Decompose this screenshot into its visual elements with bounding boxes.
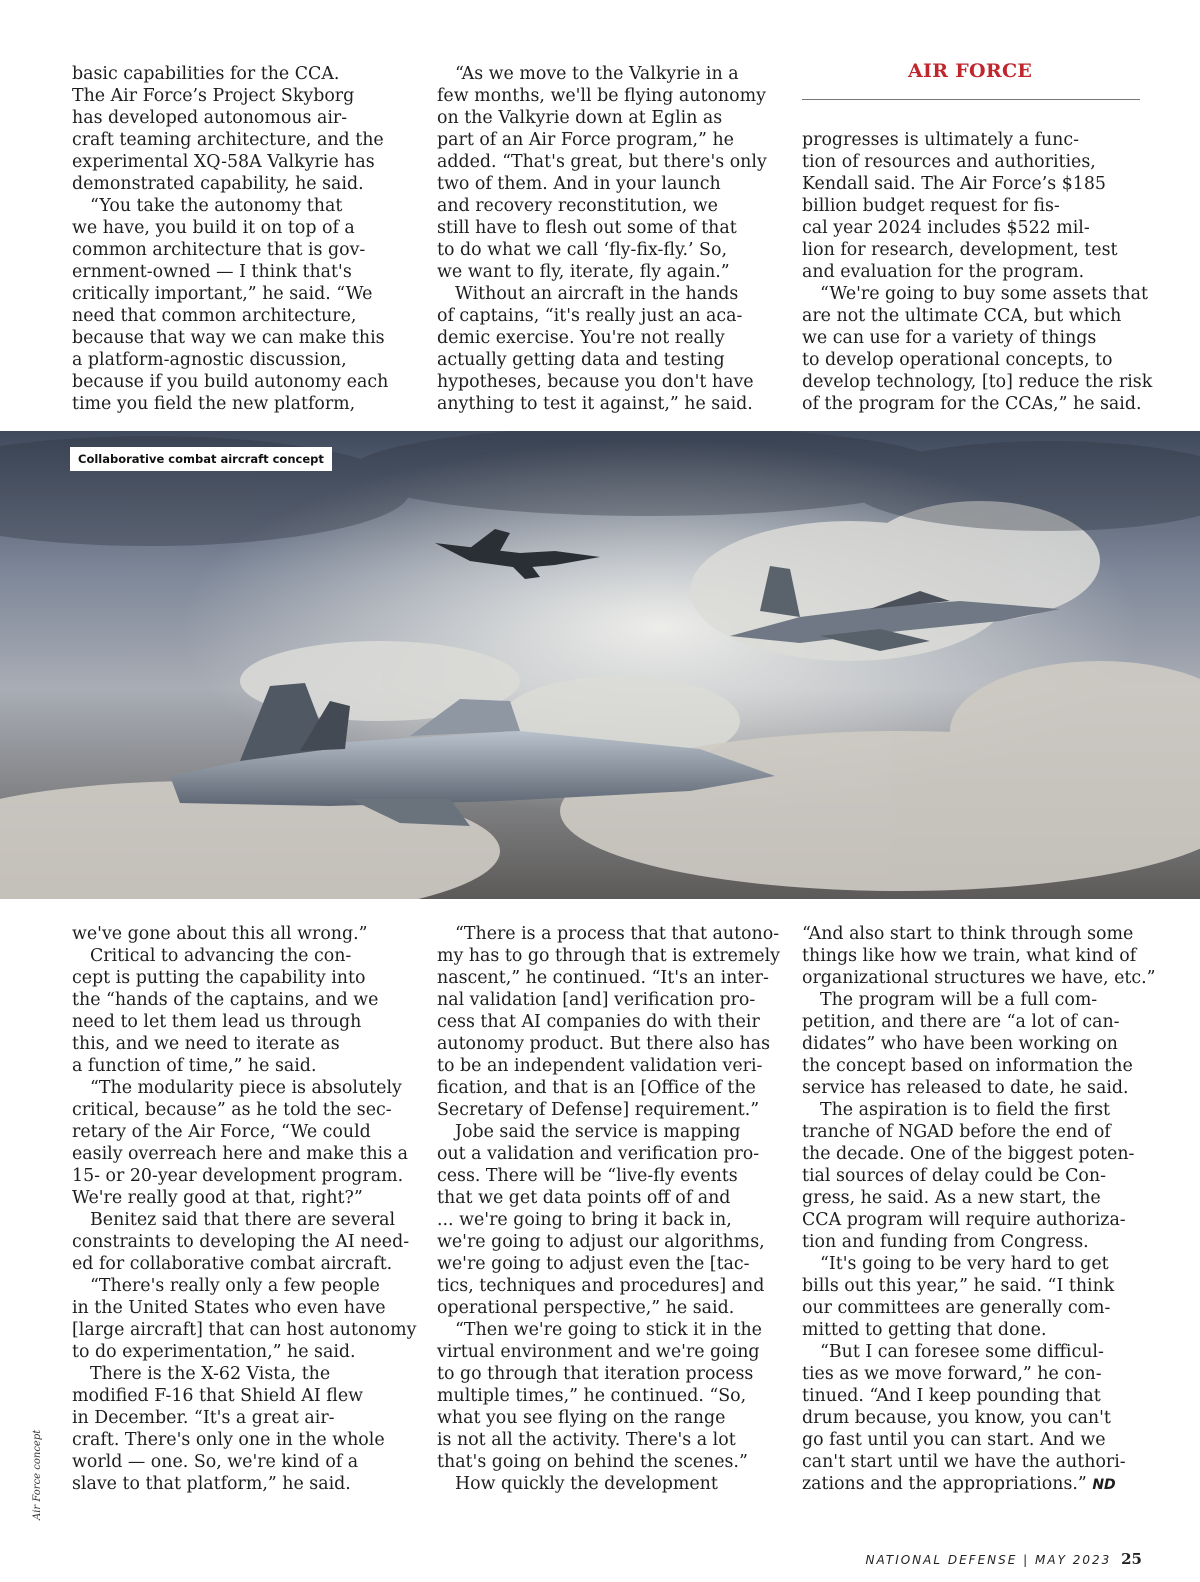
text-line: Critical to advancing the con- (90, 946, 352, 966)
text-line: “You take the autonomy that (90, 196, 343, 216)
text-line: few months, we'll be flying autonomy (437, 86, 766, 106)
text-line: anything to test it against,” he said. (437, 394, 753, 414)
text-line: has developed autonomous air- (72, 108, 348, 128)
paragraph (437, 63, 777, 283)
text-line: actually getting data and testing (437, 350, 725, 370)
text-line: critical, because” as he told the sec- (72, 1100, 392, 1120)
text-line: craft. There's only one in the whole (72, 1430, 385, 1450)
text-line: “As we move to the Valkyrie in a (455, 64, 739, 84)
paragraph (802, 923, 1156, 989)
text-line: need that common architecture, (72, 306, 357, 326)
text-line: demic exercise. You're not really (437, 328, 725, 348)
text-line: that's going on behind the scenes.” (437, 1452, 748, 1472)
text-line: critically important,” he said. “We (72, 284, 373, 304)
text-line: of captains, “it's really just an aca- (437, 306, 743, 326)
paragraph (72, 63, 412, 195)
text-line: because if you build autonomy each (72, 372, 389, 392)
text-line: lion for research, development, test (802, 240, 1118, 260)
paragraph (802, 1341, 1142, 1496)
text-line: we're going to adjust even the [tac- (437, 1254, 750, 1274)
paragraph (802, 283, 1153, 415)
text-line: time you field the new platform, (72, 394, 356, 414)
text-line: we have, you build it on top of a (72, 218, 355, 238)
text-line: “There is a process that that autono- (455, 924, 780, 944)
text-line: things like how we train, what kind of (802, 946, 1137, 966)
text-line: ernment-owned — I think that's (72, 262, 352, 282)
text-line: organizational structures we have, etc.” (802, 968, 1156, 988)
text-line: constraints to developing the AI need- (72, 1232, 410, 1252)
text-line: There is the X-62 Vista, the (90, 1364, 331, 1384)
text-line: craft teaming architecture, and the (72, 130, 384, 150)
text-line: We're really good at that, right?” (72, 1188, 363, 1208)
bottom-column-3 (802, 923, 1156, 1496)
text-line: that we get data points off of and (437, 1188, 731, 1208)
text-line: the “hands of the captains, and we (72, 990, 379, 1010)
paragraph (72, 945, 412, 1077)
text-line: fication, and that is an [Office of the (437, 1078, 756, 1098)
text-line: part of an Air Force program,” he (437, 130, 734, 150)
text-line: can't start until we have the authori- (802, 1452, 1126, 1472)
text-line: in December. “It's a great air- (72, 1408, 335, 1428)
text-line: world — one. So, we're kind of a (72, 1452, 359, 1472)
paragraph (437, 923, 780, 1121)
text-line: a platform-agnostic discussion, (72, 350, 347, 370)
footer-separator: | (1023, 1553, 1030, 1567)
text-line: cept is putting the capability into (72, 968, 366, 988)
text-line: cal year 2024 includes $522 mil- (802, 218, 1090, 238)
paragraph (72, 923, 412, 945)
text-line: billion budget request for fis- (802, 196, 1060, 216)
text-line: to do experimentation,” he said. (72, 1342, 356, 1362)
top-column-1 (72, 63, 412, 415)
text-line: “It's going to be very hard to get (820, 1254, 1109, 1274)
text-line: bills out this year,” he said. “I think (802, 1276, 1115, 1296)
text-line: my has to go through that is extremely (437, 946, 780, 966)
paragraph (437, 283, 777, 415)
text-line: this, and we need to iterate as (72, 1034, 340, 1054)
text-line: the decade. One of the biggest poten- (802, 1144, 1135, 1164)
paragraph (72, 1209, 412, 1275)
text-line: 15- or 20-year development program. (72, 1166, 404, 1186)
text-line: out a validation and verification pro- (437, 1144, 760, 1164)
text-line: cess that AI companies do with their (437, 1012, 760, 1032)
text-line: the concept based on information the (802, 1056, 1133, 1076)
text-line: “Then we're going to stick it in the (455, 1320, 762, 1340)
text-line: our committees are generally com- (802, 1298, 1111, 1318)
text-line: ... we're going to bring it back in, (437, 1210, 732, 1230)
text-line: Without an aircraft in the hands (455, 284, 739, 304)
text-line: nal validation [and] verification pro- (437, 990, 756, 1010)
text-line: develop technology, [to] reduce the risk (802, 372, 1153, 392)
text-line: tinued. “And I keep pounding that (802, 1386, 1101, 1406)
paragraph (437, 1319, 777, 1473)
text-line: service has released to date, he said. (802, 1078, 1129, 1098)
text-line: nascent,” he continued. “It's an inter- (437, 968, 769, 988)
paragraph (802, 1099, 1142, 1253)
photo-credit: Air Force concept (32, 1429, 43, 1520)
text-line: common architecture that is gov- (72, 240, 366, 260)
top-column-2 (437, 63, 777, 415)
text-line: “There's really only a few people (90, 1276, 380, 1296)
text-line: The aspiration is to field the first (820, 1100, 1110, 1120)
text-line: didates” who have been working on (802, 1034, 1118, 1054)
text-line: because that way we can make this (72, 328, 385, 348)
text-line: slave to that platform,” he said. (72, 1474, 351, 1494)
paragraph (72, 1275, 417, 1363)
text-line: added. “That's great, but there's only (437, 152, 767, 172)
text-line: progresses is ultimately a func- (802, 130, 1079, 150)
text-line: to go through that iteration process (437, 1364, 754, 1384)
text-line: autonomy product. But there also has (437, 1034, 771, 1054)
text-line: are not the ultimate CCA, but which (802, 306, 1122, 326)
text-line: retary of the Air Force, “We could (72, 1122, 371, 1142)
text-line: “We're going to buy some assets that (820, 284, 1148, 304)
text-line: Secretary of Defense] requirement.” (437, 1100, 760, 1120)
text-line: [large aircraft] that can host autonomy (72, 1320, 417, 1340)
section-divider (802, 99, 1140, 100)
paragraph (437, 1473, 777, 1495)
text-line: CCA program will require authoriza- (802, 1210, 1126, 1230)
text-line: “The modularity piece is absolutely (90, 1078, 402, 1098)
text-line: in the United States who even have (72, 1298, 386, 1318)
paragraph (72, 1363, 412, 1495)
text-line: is not all the activity. There's a lot (437, 1430, 736, 1450)
text-line: two of them. And in your launch (437, 174, 721, 194)
text-line: petition, and there are “a lot of can- (802, 1012, 1120, 1032)
text-line: “And also start to think through some (802, 924, 1134, 944)
issue-date: MAY 2023 (1035, 1553, 1112, 1567)
text-line: ties as we move forward,” he con- (802, 1364, 1102, 1384)
text-line: zations and the appropriations.” (802, 1474, 1087, 1494)
text-line: we can use for a variety of things (802, 328, 1097, 348)
text-line: a function of time,” he said. (72, 1056, 317, 1076)
text-line: go fast until you can start. And we (802, 1430, 1106, 1450)
text-line: drum because, you know, you can't (802, 1408, 1111, 1428)
text-line: and recovery reconstitution, we (437, 196, 718, 216)
text-line: tics, techniques and procedures] and (437, 1276, 765, 1296)
text-line: of the program for the CCAs,” he said. (802, 394, 1142, 414)
text-line: we're going to adjust our algorithms, (437, 1232, 765, 1252)
text-line: mitted to getting that done. (802, 1320, 1047, 1340)
end-mark: ND (1092, 1477, 1116, 1493)
text-line: easily overreach here and make this a (72, 1144, 409, 1164)
paragraph (72, 1077, 412, 1209)
paragraph (437, 1121, 777, 1319)
bottom-column-1 (72, 923, 417, 1495)
page-number: 25 (1121, 1550, 1142, 1568)
text-line: Benitez said that there are several (90, 1210, 396, 1230)
text-line: The program will be a full com- (820, 990, 1098, 1010)
text-line: to be an independent validation veri- (437, 1056, 763, 1076)
paragraph (802, 129, 1142, 283)
text-line: what you see flying on the range (437, 1408, 726, 1428)
figure-caption: Collaborative combat aircraft concept (70, 447, 332, 471)
bottom-column-2 (437, 923, 780, 1495)
text-line: we've gone about this all wrong.” (72, 924, 368, 944)
text-line: demonstrated capability, he said. (72, 174, 364, 194)
text-line: cess. There will be “live-fly events (437, 1166, 738, 1186)
text-line: basic capabilities for the CCA. (72, 64, 340, 84)
paragraph (72, 195, 412, 415)
text-line: need to let them lead us through (72, 1012, 362, 1032)
paragraph (802, 989, 1142, 1099)
text-line: still have to flesh out some of that (437, 218, 737, 238)
text-line: tranche of NGAD before the end of (802, 1122, 1111, 1142)
paragraph (802, 1253, 1142, 1341)
publication-name: NATIONAL DEFENSE (865, 1553, 1018, 1567)
text-line: gress, he said. As a new start, the (802, 1188, 1101, 1208)
text-line: to develop operational concepts, to (802, 350, 1113, 370)
text-line: tial sources of delay could be Con- (802, 1166, 1106, 1186)
text-line: operational perspective,” he said. (437, 1298, 735, 1318)
text-line: modified F-16 that Shield AI flew (72, 1386, 364, 1406)
text-line: tion and funding from Congress. (802, 1232, 1089, 1252)
text-line: to do what we call ‘fly-fix-fly.’ So, (437, 240, 727, 260)
page-footer (866, 1550, 1142, 1568)
text-line: virtual environment and we're going (437, 1342, 760, 1362)
text-line: on the Valkyrie down at Eglin as (437, 108, 723, 128)
text-line: hypotheses, because you don't have (437, 372, 754, 392)
text-line: tion of resources and authorities, (802, 152, 1096, 172)
section-label: AIR FORCE (908, 60, 1033, 82)
text-line: multiple times,” he continued. “So, (437, 1386, 747, 1406)
text-line: “But I can foresee some difficul- (820, 1342, 1104, 1362)
text-line: How quickly the development (455, 1474, 718, 1494)
text-line: Kendall said. The Air Force’s $185 (802, 174, 1106, 194)
text-line: experimental XQ-58A Valkyrie has (72, 152, 375, 172)
text-line: The Air Force’s Project Skyborg (72, 86, 355, 106)
text-line: ed for collaborative combat aircraft. (72, 1254, 393, 1274)
hero-photo (0, 431, 1200, 899)
top-column-3 (802, 129, 1153, 415)
text-line: Jobe said the service is mapping (455, 1122, 741, 1142)
text-line: and evaluation for the program. (802, 262, 1085, 282)
text-line: we want to fly, iterate, fly again.” (437, 262, 730, 282)
